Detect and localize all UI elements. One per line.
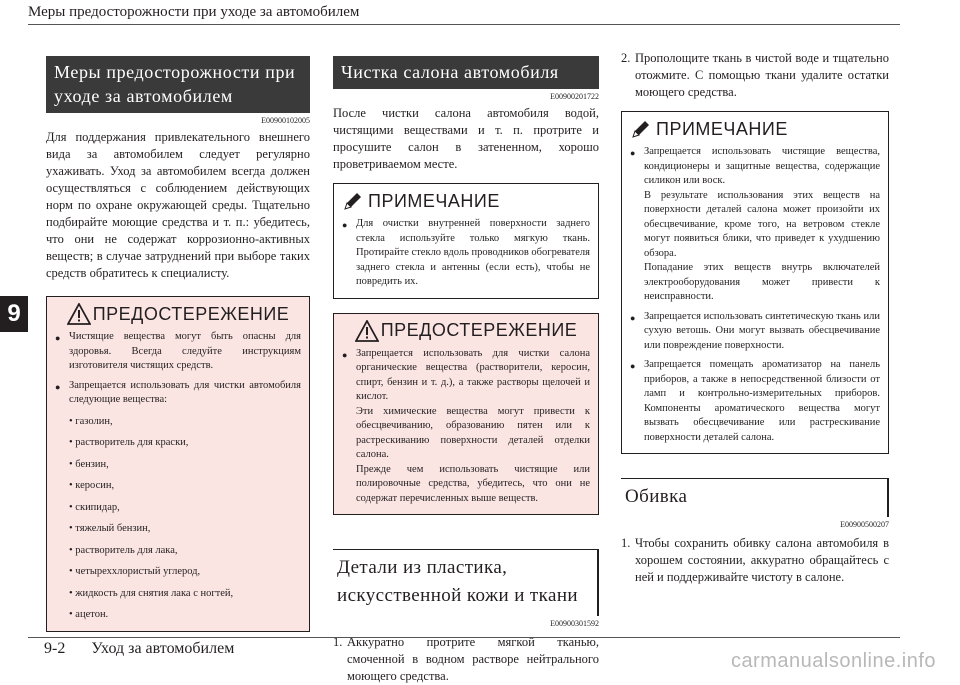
- step-item: [621, 535, 889, 586]
- header-rule: [28, 24, 900, 25]
- warning-heading: [55, 303, 301, 325]
- section-title-upholstery: Обивка: [621, 478, 889, 517]
- note-bullet: [630, 310, 880, 354]
- note-bullet: [630, 358, 880, 445]
- bullet-text: Запрещается помещать ароматизатор на панель приборов, а также в непосредственной близости от ламп и контрольно-измерительных приборов. Компоненты ароматического вещества могут вызвать обесцвечивание или растрескивание поверхности деталей салона.: [644, 359, 880, 443]
- pencil-icon: [342, 190, 364, 212]
- step-text: Чтобы сохранить обивку салона автомобиля в хорошем состоянии, аккуратно обращайтесь с ней и поддерживайте чистоту в салоне.: [635, 536, 889, 584]
- bullet-dot-icon: ●: [630, 361, 636, 371]
- bullet-dot-icon: ●: [55, 333, 61, 343]
- note-heading-text: ПРИМЕЧАНИЕ: [656, 118, 788, 139]
- page-header-title: Меры предосторожности при уходе за автомобилем: [28, 4, 360, 20]
- step-item: [333, 634, 599, 685]
- warning-box: [333, 313, 599, 516]
- pencil-icon: [630, 118, 652, 140]
- page-footer: [44, 640, 234, 658]
- column-1: [46, 56, 310, 632]
- step-item: [621, 50, 889, 101]
- section-code: E00900301592: [550, 619, 599, 628]
- bullet-dot-icon: ●: [630, 312, 636, 323]
- note-box: [621, 111, 889, 454]
- substance-item: • бензин,: [69, 458, 109, 470]
- section-code: E00900500207: [840, 520, 889, 529]
- bullet-dot-icon: ●: [342, 349, 348, 360]
- note-text: Запрещается использовать чистящие вещества, кондиционеры и защитные вещества, содержащие силикон или воск.: [644, 146, 880, 186]
- substance-item: • растворитель для лака,: [69, 544, 178, 556]
- warning-bullet: [55, 330, 301, 374]
- watermark-text: carmanualsonline.info: [730, 650, 936, 672]
- section-title-interior: Чистка салона автомобиля: [333, 56, 599, 89]
- substance-item: • скипидар,: [69, 501, 120, 513]
- section-title-plastic: Детали из пластика, искусственной кожи и ткани: [333, 549, 599, 616]
- warning-bullet: [342, 347, 590, 507]
- warning-bullet: [55, 379, 301, 408]
- bullet-dot-icon: ●: [342, 220, 348, 230]
- substance-item: • растворитель для краски,: [69, 437, 189, 448]
- warning-heading: [342, 320, 590, 342]
- section-code: E00900102005: [261, 116, 310, 125]
- bullet-dot-icon: ●: [630, 148, 636, 158]
- bullet-text: [356, 347, 590, 507]
- warning-text: Прежде чем использовать чистящие или полировочные средства, убедитесь, что они не содержат перечисленных выше веществ.: [356, 463, 590, 504]
- column-2: [333, 56, 599, 685]
- chapter-tab: 9: [0, 296, 28, 332]
- substance-item: • газолин,: [69, 415, 113, 427]
- note-heading: [630, 118, 880, 140]
- warning-text: Запрещается использовать для чистки салона органические вещества (растворители, керосин, спирт, бензин и т. д.), а также растворы щелочей и кислот.: [356, 347, 590, 402]
- step-number: 2.: [621, 51, 631, 65]
- note-text: В результате использования этих веществ на поверхности деталей салона может произойти их обесцвечивание, кроме того, на ветровом стекле могут появиться блики, что приведет к ухудшению обзора.: [644, 189, 880, 259]
- interior-paragraph: После чистки салона автомобиля водой, чистящими веществами и т. п. протрите и просушите салон в затененном, хорошо проветриваемом месте.: [333, 106, 599, 171]
- note-heading: [342, 190, 590, 212]
- footer-section-name: Уход за автомобилем: [91, 640, 235, 657]
- step-number: 1.: [621, 536, 631, 550]
- bullet-text: Чистящие вещества могут быть опасны для здоровья. Всегда следуйте инструкциям изготовителя чистящих средств.: [69, 331, 301, 371]
- warning-heading-text: ПРЕДОСТЕРЕЖЕНИЕ: [92, 303, 290, 324]
- note-heading-text: ПРИМЕЧАНИЕ: [368, 190, 500, 211]
- note-bullet: [342, 217, 590, 290]
- page-number: 9-2: [44, 640, 66, 657]
- bullet-text: [644, 145, 880, 305]
- warning-triangle-icon: [67, 303, 91, 325]
- column-3: [621, 51, 889, 586]
- substance-item: • четыреххлористый углерод,: [69, 566, 201, 577]
- bullet-text: Запрещается использовать синтетическую ткань или сухую ветошь. Они могут вызвать обесцвечивание или повреждение поверхности.: [644, 310, 880, 351]
- substance-item: • жидкость для снятия лака с ногтей,: [69, 587, 234, 599]
- warning-heading-text: ПРЕДОСТЕРЕЖЕНИЕ: [380, 320, 578, 340]
- section-title-precautions: Меры предосторожности при уходе за автомобилем: [46, 56, 310, 113]
- warning-triangle-icon: [355, 320, 379, 342]
- bullet-dot-icon: ●: [55, 381, 61, 392]
- intro-paragraph: Для поддержания привлекательного внешнего вида за автомобилем следует регулярно ухаживать. Уход за автомобилем всегда должен осуществляться с соблюдением действующих норм по охране окружающей среды. Тщательно подбирайте моющие средства и т. п.: убедитесь, что они не содержат коррозионно-активных веществ; в случае затруднений при выборе таких средств обратитесь к специалисту.: [46, 130, 310, 280]
- step-text: Прополощите ткань в чистой воде и тщательно отожмите. С помощью ткани удалите остатки моющего средства.: [635, 51, 889, 99]
- note-box: [333, 183, 599, 299]
- note-bullet: [630, 145, 880, 305]
- footer-rule: [28, 637, 900, 638]
- substance-item: • тяжелый бензин,: [69, 523, 151, 534]
- step-number: 1.: [333, 635, 343, 649]
- bullet-text: Для очистки внутренней поверхности заднего стекла используйте только мягкую ткань. Протирайте стекло вдоль проводников обогревателя заднего стекла и антенны (если есть), чтобы не повредить их.: [356, 218, 591, 287]
- bullet-text: Запрещается использовать для чистки автомобиля следующие вещества:: [69, 379, 301, 405]
- step-text: Аккуратно протрите мягкой тканью, смоченной в водном растворе нейтрального моющего средства.: [347, 635, 599, 683]
- note-text: Попадание этих веществ внутрь включателей электрооборудования может привести к неисправности.: [644, 262, 880, 302]
- warning-box: [46, 296, 310, 632]
- warning-text: Эти химические вещества могут привести к обесцвечиванию, образованию пятен или к растрескиванию поверхности деталей отделки салона.: [356, 405, 590, 460]
- substance-item: • керосин,: [69, 480, 115, 491]
- substance-item: • ацетон.: [69, 609, 109, 620]
- section-code: E00900201722: [550, 92, 599, 101]
